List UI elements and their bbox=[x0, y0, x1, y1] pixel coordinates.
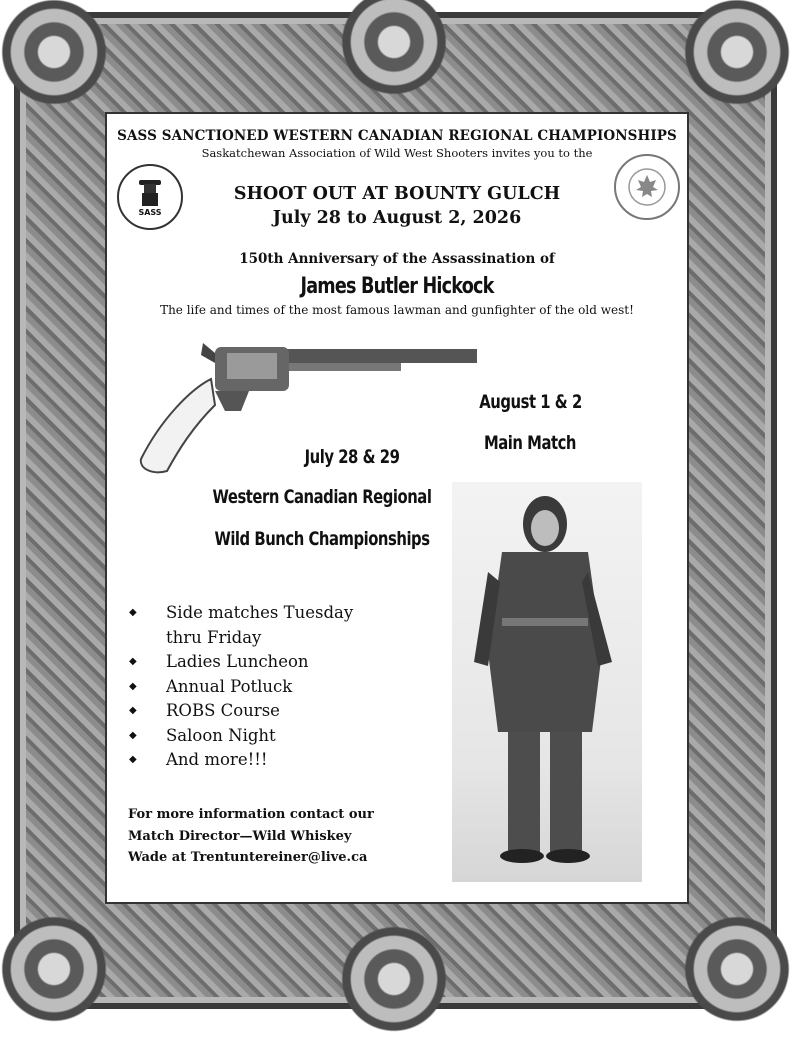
list-item bbox=[127, 748, 353, 773]
activity-label: And more!!! bbox=[166, 750, 268, 769]
bullet-icon: ◆ bbox=[129, 680, 137, 692]
contact-info bbox=[128, 804, 374, 869]
bullet-icon: ◆ bbox=[129, 656, 137, 667]
tagline: The life and times of the most famous lawman and gunfighter of the old west! bbox=[160, 303, 634, 317]
activity-label: Annual Potluck bbox=[166, 676, 293, 696]
main-match-dates: August 1 & 2 bbox=[479, 391, 582, 413]
activities-list bbox=[127, 601, 353, 773]
list-item bbox=[127, 724, 353, 749]
anniversary-line: 150th Anniversary of the Assassination of bbox=[239, 251, 555, 267]
activity-label: Side matches Tuesday bbox=[166, 603, 354, 622]
contact-line: For more information contact our bbox=[128, 807, 374, 822]
contact-line: Match Director—Wild Whiskey bbox=[128, 828, 352, 844]
frame-ornament bbox=[677, 909, 791, 1029]
bullet-icon: ◆ bbox=[129, 705, 137, 716]
activity-label: Saloon Night bbox=[166, 725, 276, 745]
bullet-icon: ◆ bbox=[129, 607, 137, 618]
wild-bunch-line1: Western Canadian Regional bbox=[212, 486, 432, 508]
main-match-label: Main Match bbox=[483, 432, 577, 454]
frame-ornament bbox=[677, 0, 791, 112]
sass-logo-text: SASS bbox=[138, 207, 162, 217]
hickock-portrait bbox=[452, 482, 642, 882]
activity-label: thru Friday bbox=[166, 627, 262, 647]
sanction-heading: SASS SANCTIONED WESTERN CANADIAN REGIONAL CHAMPIONSHIPS bbox=[117, 128, 677, 144]
wild-bunch-dates: July 28 & 29 bbox=[304, 446, 400, 468]
bullet-icon: ◆ bbox=[129, 754, 137, 765]
list-item bbox=[127, 699, 353, 724]
honoree-name: James Butler Hickock bbox=[300, 274, 494, 299]
list-item bbox=[127, 601, 353, 650]
frame-ornament bbox=[0, 0, 114, 112]
activity-label: Ladies Luncheon bbox=[166, 652, 309, 671]
list-item bbox=[127, 650, 353, 675]
portrait-figure bbox=[452, 482, 642, 882]
frame-ornament bbox=[334, 919, 454, 1039]
frame-ornament bbox=[0, 909, 114, 1029]
event-title: SHOOT OUT AT BOUNTY GULCH bbox=[233, 184, 561, 204]
list-item bbox=[127, 675, 353, 700]
flyer-panel bbox=[105, 112, 689, 904]
invitation-line: Saskatchewan Association of Wild West Shooters invites you to the bbox=[201, 146, 593, 160]
event-dates: July 28 to August 2, 2026 bbox=[272, 208, 522, 228]
contact-email-line: Wade at Trentuntereiner@live.ca bbox=[128, 850, 368, 865]
bullet-icon: ◆ bbox=[129, 729, 137, 741]
wild-bunch-line2: Wild Bunch Championships bbox=[214, 528, 430, 550]
frame-ornament bbox=[334, 0, 454, 102]
activity-label: ROBS Course bbox=[166, 701, 280, 720]
